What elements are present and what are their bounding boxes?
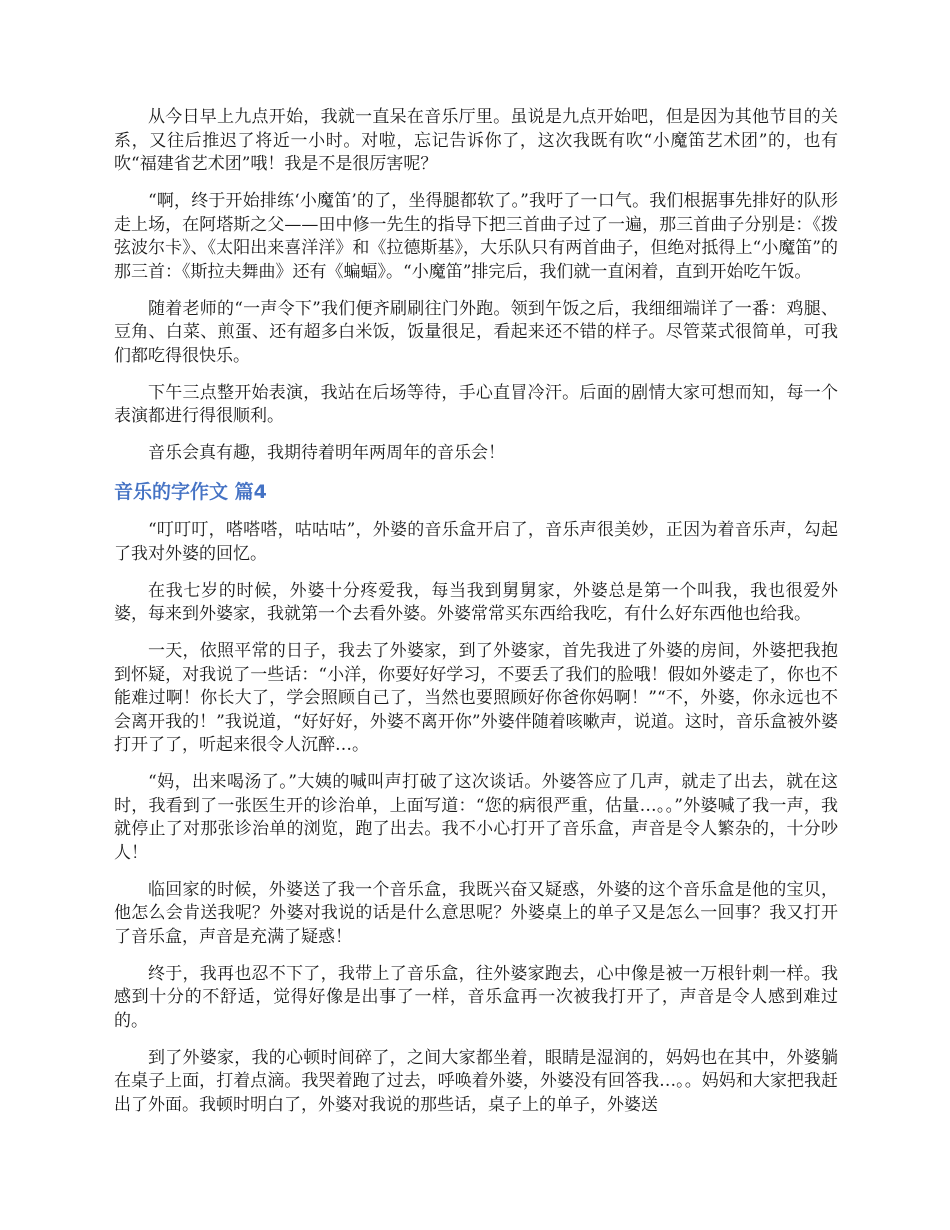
paragraph: 终于，我再也忍不下了，我带上了音乐盒，往外婆家跑去，心中像是被一万根针刺一样。我感到十分的不舒适，觉得好像是出事了一样，音乐盒再一次被我打开了，声音是令人感到难过的。 [114, 963, 838, 1031]
paragraph: 到了外婆家，我的心顿时间碎了，之间大家都坐着，眼睛是湿润的，妈妈也在其中，外婆躺在桌子上面，打着点滴。我哭着跑了过去，呼唤着外婆，外婆没有回答我…。。妈妈和大家把我赶出了外面。我顿时明白了，外婆对我说的那些话，桌子上的单子，外婆送 [114, 1047, 838, 1115]
paragraph: “啊，终于开始排练‘小魔笛’的了，坐得腿都软了。”我吁了一口气。我们根据事先排好的队形走上场，在阿塔斯之父——田中修一先生的指导下把三首曲子过了一遍，那三首曲子分别是：《拨弦波尔卡》、《太阳出来喜洋洋》和《拉德斯基》，大乐队只有两首曲子，但绝对抵得上“小魔笛”的那三首：《斯拉夫舞曲》还有《蝙蝠》。“小魔笛”排完后，我们就一直闲着，直到开始吃午饭。 [114, 191, 838, 282]
paragraph: 音乐会真有趣，我期待着明年两周年的音乐会！ [148, 443, 505, 463]
paragraph: 一天，依照平常的日子，我去了外婆家，到了外婆家，首先我进了外婆的房间，外婆把我抱到怀疑，对我说了一些话：“小洋，你要好好学习，不要丢了我们的脸哦！假如外婆走了，你也不能难过啊！你长大了，学会照顾自己了，当然也要照顾好你爸你妈啊！”“不，外婆，你永远也不会离开我的！”我说道，“好好好，外婆不离开你”外婆伴随着咳嗽声，说道。这时，音乐盒被外婆打开了了，听起来很令人沉醉…。 [114, 641, 838, 755]
section-heading: 音乐的字作文 篇4 [114, 481, 267, 503]
paragraph: 从今日早上九点开始，我就一直呆在音乐厅里。虽说是九点开始吧，但是因为其他节目的关系，又往后推迟了将近一小时。对啦，忘记告诉你了，这次我既有吹“小魔笛艺术团”的，也有吹“福建省艺术团”哦！我是不是很厉害呢？ [114, 107, 838, 174]
paragraph: “叮叮叮，嗒嗒嗒，咕咕咕”，外婆的音乐盒开启了，音乐声很美妙，正因为着音乐声，勾起了我对外婆的回忆。 [114, 520, 838, 564]
paragraph: “妈，出来喝汤了。”大姨的喊叫声打破了这次谈话。外婆答应了几声，就走了出去，就在这时，我看到了一张医生开的诊治单，上面写道：“您的病很严重，估量…。。”外婆喊了我一声，我就停止了对那张诊治单的浏览，跑了出去。我不小心打开了音乐盒，声音是令人繁杂的，十分吵人！ [114, 772, 838, 863]
paragraph: 随着老师的“一声令下”我们便齐刷刷往门外跑。领到午饭之后，我细细端详了一番：鸡腿、豆角、白菜、煎蛋、还有超多白米饭，饭量很足，看起来还不错的样子。尽管菜式很简单，可我们都吃得很快乐。 [114, 298, 838, 366]
paragraph: 在我七岁的时候，外婆十分疼爱我，每当我到舅舅家，外婆总是第一个叫我，我也很爱外婆，每来到外婆家，我就第一个去看外婆。外婆常常买东西给我吃，有什么好东西他也给我。 [114, 580, 838, 624]
paragraph: 下午三点整开始表演，我站在后场等待，手心直冒冷汗。后面的剧情大家可想而知，每一个表演都进行得很顺利。 [114, 382, 838, 426]
document-page [114, 106, 838, 1131]
paragraph: 临回家的时候，外婆送了我一个音乐盒，我既兴奋又疑惑，外婆的这个音乐盒是他的宝贝，他怎么会肯送我呢？外婆对我说的话是什么意思呢？外婆桌上的单子又是怎么一回事？我又打开了音乐盒，声音是充满了疑惑！ [114, 879, 838, 947]
